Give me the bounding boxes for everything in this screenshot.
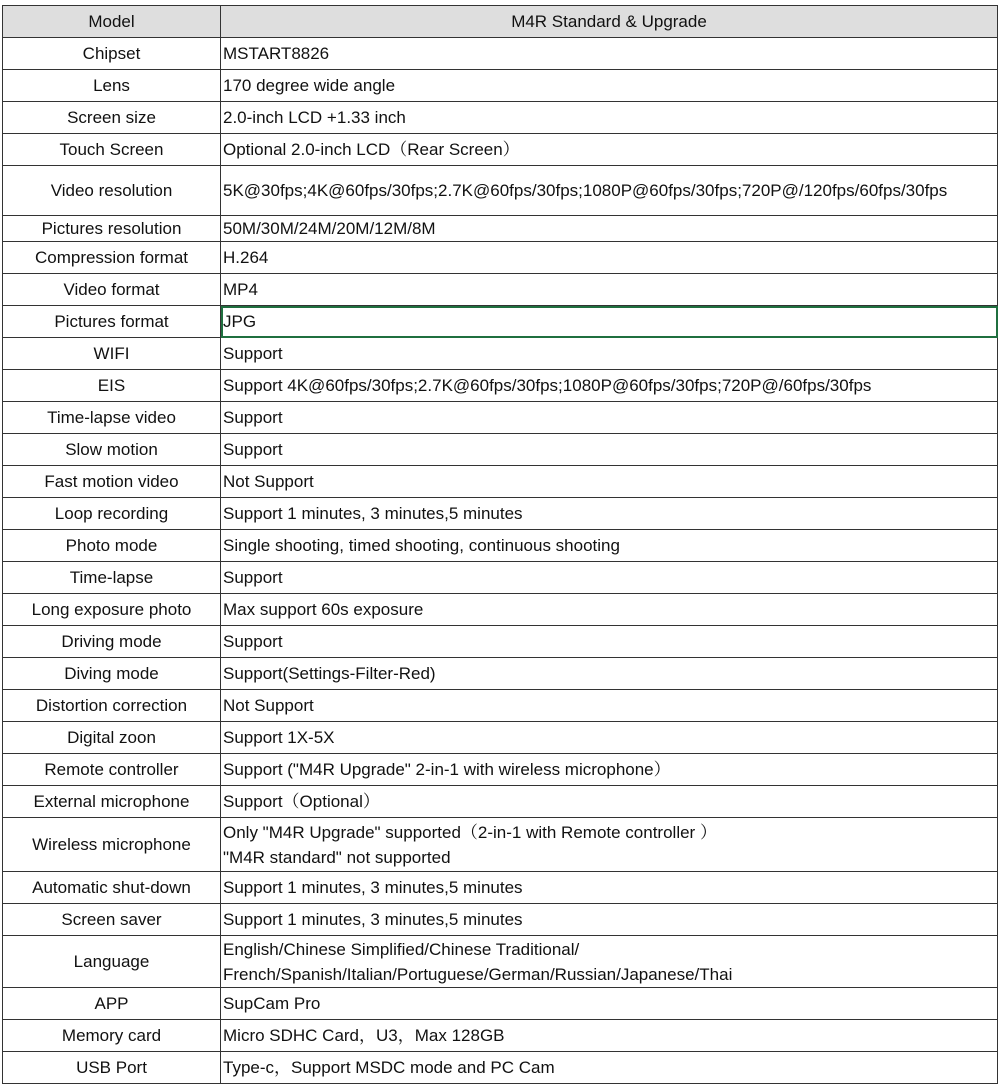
table-row xyxy=(3,786,998,818)
table-row xyxy=(3,1020,998,1052)
row-label: Distortion correction xyxy=(3,690,221,722)
table-row xyxy=(3,1052,998,1084)
table-row xyxy=(3,498,998,530)
row-value-line: English/Chinese Simplified/Chinese Traditional/ xyxy=(223,939,580,959)
row-value xyxy=(221,936,998,988)
table-row xyxy=(3,434,998,466)
table-row xyxy=(3,530,998,562)
row-label: EIS xyxy=(3,370,221,402)
row-label: Lens xyxy=(3,70,221,102)
table-row xyxy=(3,274,998,306)
row-value: Support xyxy=(221,434,998,466)
row-label: WIFI xyxy=(3,338,221,370)
row-label: Automatic shut-down xyxy=(3,872,221,904)
row-value: 2.0-inch LCD +1.33 inch xyxy=(221,102,998,134)
table-row xyxy=(3,70,998,102)
row-value: Support 1 minutes, 3 minutes,5 minutes xyxy=(221,872,998,904)
row-value: Support xyxy=(221,626,998,658)
row-value: Support xyxy=(221,402,998,434)
row-value: Support 1 minutes, 3 minutes,5 minutes xyxy=(221,904,998,936)
table-row xyxy=(3,466,998,498)
table-row xyxy=(3,102,998,134)
row-value: Single shooting, timed shooting, continuous shooting xyxy=(221,530,998,562)
row-value-line: French/Spanish/Italian/Portuguese/German/Russian/Japanese/Thai xyxy=(223,964,733,984)
row-value-line: "M4R standard" not supported xyxy=(223,847,451,867)
row-value: 50M/30M/24M/20M/12M/8M xyxy=(221,216,998,242)
row-value: Not Support xyxy=(221,690,998,722)
row-label: Chipset xyxy=(3,38,221,70)
row-value: Support xyxy=(221,562,998,594)
row-label: External microphone xyxy=(3,786,221,818)
row-value: 170 degree wide angle xyxy=(221,70,998,102)
row-label: Touch Screen xyxy=(3,134,221,166)
row-label: Video format xyxy=(3,274,221,306)
row-value: 5K@30fps;4K@60fps/30fps;2.7K@60fps/30fps;1080P@60fps/30fps;720P@/120fps/60fps/30fps xyxy=(221,166,998,216)
row-label: APP xyxy=(3,988,221,1020)
row-value: Support xyxy=(221,338,998,370)
row-value: Max support 60s exposure xyxy=(221,594,998,626)
table-row xyxy=(3,134,998,166)
row-value: Not Support xyxy=(221,466,998,498)
header-value: M4R Standard & Upgrade xyxy=(221,6,998,38)
row-value: Support(Settings-Filter-Red) xyxy=(221,658,998,690)
row-label: Long exposure photo xyxy=(3,594,221,626)
row-value-line: Only "M4R Upgrade" supported（2-in-1 with Remote controller ） xyxy=(223,822,717,842)
row-value: Micro SDHC Card，U3，Max 128GB xyxy=(221,1020,998,1052)
table-row xyxy=(3,402,998,434)
row-label: Diving mode xyxy=(3,658,221,690)
table-row xyxy=(3,904,998,936)
row-label: Digital zoon xyxy=(3,722,221,754)
row-value-selected-cell[interactable]: JPG xyxy=(221,306,998,338)
row-value: H.264 xyxy=(221,242,998,274)
table-row xyxy=(3,722,998,754)
table-row xyxy=(3,754,998,786)
table-row xyxy=(3,216,998,242)
table-row xyxy=(3,594,998,626)
table-row xyxy=(3,306,998,338)
table-row xyxy=(3,818,998,872)
table-row xyxy=(3,370,998,402)
row-value: Support 1 minutes, 3 minutes,5 minutes xyxy=(221,498,998,530)
spec-table xyxy=(2,5,998,1084)
row-label: Video resolution xyxy=(3,166,221,216)
table-row xyxy=(3,562,998,594)
row-value: Optional 2.0-inch LCD（Rear Screen） xyxy=(221,134,998,166)
row-label: Pictures format xyxy=(3,306,221,338)
table-row xyxy=(3,988,998,1020)
row-label: Remote controller xyxy=(3,754,221,786)
row-label: Language xyxy=(3,936,221,988)
row-value: SupCam Pro xyxy=(221,988,998,1020)
row-label: Slow motion xyxy=(3,434,221,466)
table-row xyxy=(3,38,998,70)
row-value: Support（Optional） xyxy=(221,786,998,818)
header-label: Model xyxy=(3,6,221,38)
row-value: Support ("M4R Upgrade" 2-in-1 with wireless microphone） xyxy=(221,754,998,786)
row-label: Time-lapse video xyxy=(3,402,221,434)
row-value: MP4 xyxy=(221,274,998,306)
row-label: Driving mode xyxy=(3,626,221,658)
row-value: Support 4K@60fps/30fps;2.7K@60fps/30fps;1080P@60fps/30fps;720P@/60fps/30fps xyxy=(221,370,998,402)
row-label: Screen saver xyxy=(3,904,221,936)
row-label: Time-lapse xyxy=(3,562,221,594)
row-label: USB Port xyxy=(3,1052,221,1084)
table-row xyxy=(3,626,998,658)
table-row xyxy=(3,658,998,690)
table-row xyxy=(3,338,998,370)
row-label: Pictures resolution xyxy=(3,216,221,242)
table-row xyxy=(3,872,998,904)
row-label: Loop recording xyxy=(3,498,221,530)
row-label: Memory card xyxy=(3,1020,221,1052)
table-row xyxy=(3,242,998,274)
row-label: Fast motion video xyxy=(3,466,221,498)
row-label: Photo mode xyxy=(3,530,221,562)
table-header-row xyxy=(3,6,998,38)
table-row xyxy=(3,690,998,722)
row-label: Compression format xyxy=(3,242,221,274)
table-row xyxy=(3,166,998,216)
row-label: Wireless microphone xyxy=(3,818,221,872)
row-value: MSTART8826 xyxy=(221,38,998,70)
row-label: Screen size xyxy=(3,102,221,134)
row-value: Type-c，Support MSDC mode and PC Cam xyxy=(221,1052,998,1084)
row-value xyxy=(221,818,998,872)
table-row xyxy=(3,936,998,988)
row-value: Support 1X-5X xyxy=(221,722,998,754)
